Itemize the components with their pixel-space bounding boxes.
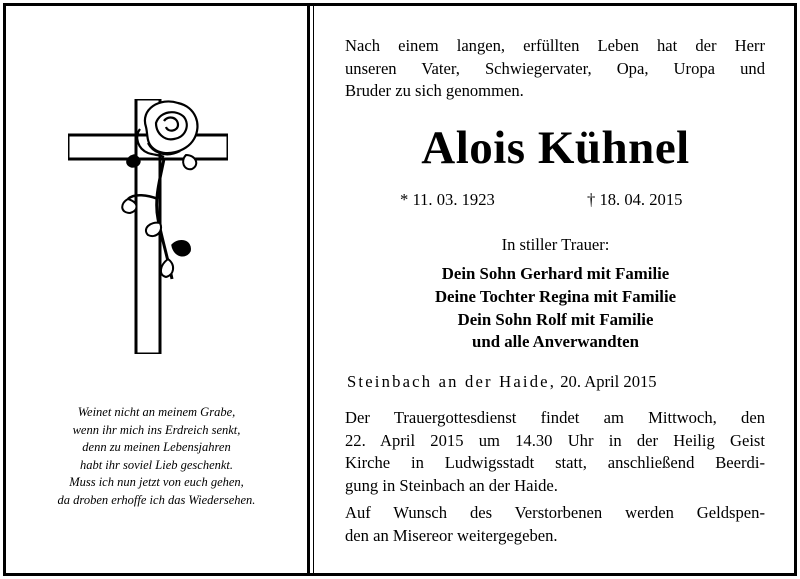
mourning-label: In stiller Trauer: <box>501 235 610 254</box>
mourner-line: und alle Anverwandten <box>472 332 639 352</box>
service-info <box>345 407 765 497</box>
mourner-line: Deine Tochter Regina mit Familie <box>434 286 677 306</box>
donation-line: den an Misereor weitergegeben. <box>345 525 558 545</box>
poem-line: wenn ihr mich ins Erdreich senkt, <box>72 422 241 437</box>
service-line: Der Trauergottesdienst findet am Mittwoch, den <box>345 408 765 427</box>
service-line: 22. April 2015 um 14.30 Uhr in der Heilig Geist <box>345 430 765 450</box>
mourner-line: Dein Sohn Rolf mit Familie <box>457 309 654 329</box>
intro-line: Nach einem langen, erfüllten Leben hat der Herr <box>345 36 765 55</box>
service-line: Kirche in Ludwigsstadt statt, anschließend Beerdi- <box>345 453 765 472</box>
service-line: gung in Steinbach an der Haide. <box>345 475 558 495</box>
place-and-date <box>347 372 767 392</box>
poem-line: Weinet nicht an meinem Grabe, <box>77 405 236 419</box>
poem-line: habt ihr soviel Lieb geschenkt. <box>79 457 234 472</box>
poem-line: Muss ich nun jetzt von euch gehen, <box>69 475 244 490</box>
donation-line: Auf Wunsch des Verstorbenen werden Geldspen- <box>345 503 765 522</box>
mourner-line: Dein Sohn Gerhard mit Familie <box>441 264 670 283</box>
intro-line: Bruder zu sich genommen. <box>345 81 524 100</box>
mourners-list <box>314 263 797 354</box>
poem-line: denn zu meinen Lebensjahren <box>82 440 231 455</box>
deceased-name: Alois Kühnel <box>421 122 690 174</box>
donation-info <box>345 502 765 547</box>
intro-line: unseren Vater, Schwiegervater, Opa, Uropa und <box>345 58 765 78</box>
death-date: † 18. 04. 2015 <box>587 190 683 209</box>
poem-line: da droben erhoffe ich das Wiedersehen. <box>57 492 256 507</box>
column-divider <box>307 3 310 576</box>
intro-text <box>345 35 765 103</box>
birth-date: * 11. 03. 1923 <box>400 190 495 209</box>
poem <box>6 404 307 510</box>
place-name: Steinbach an der Haide, <box>347 372 557 391</box>
cross-with-rose-icon <box>68 99 228 354</box>
left-column <box>6 6 307 573</box>
notice-date: 20. April 2015 <box>556 372 657 391</box>
right-column <box>314 6 797 573</box>
